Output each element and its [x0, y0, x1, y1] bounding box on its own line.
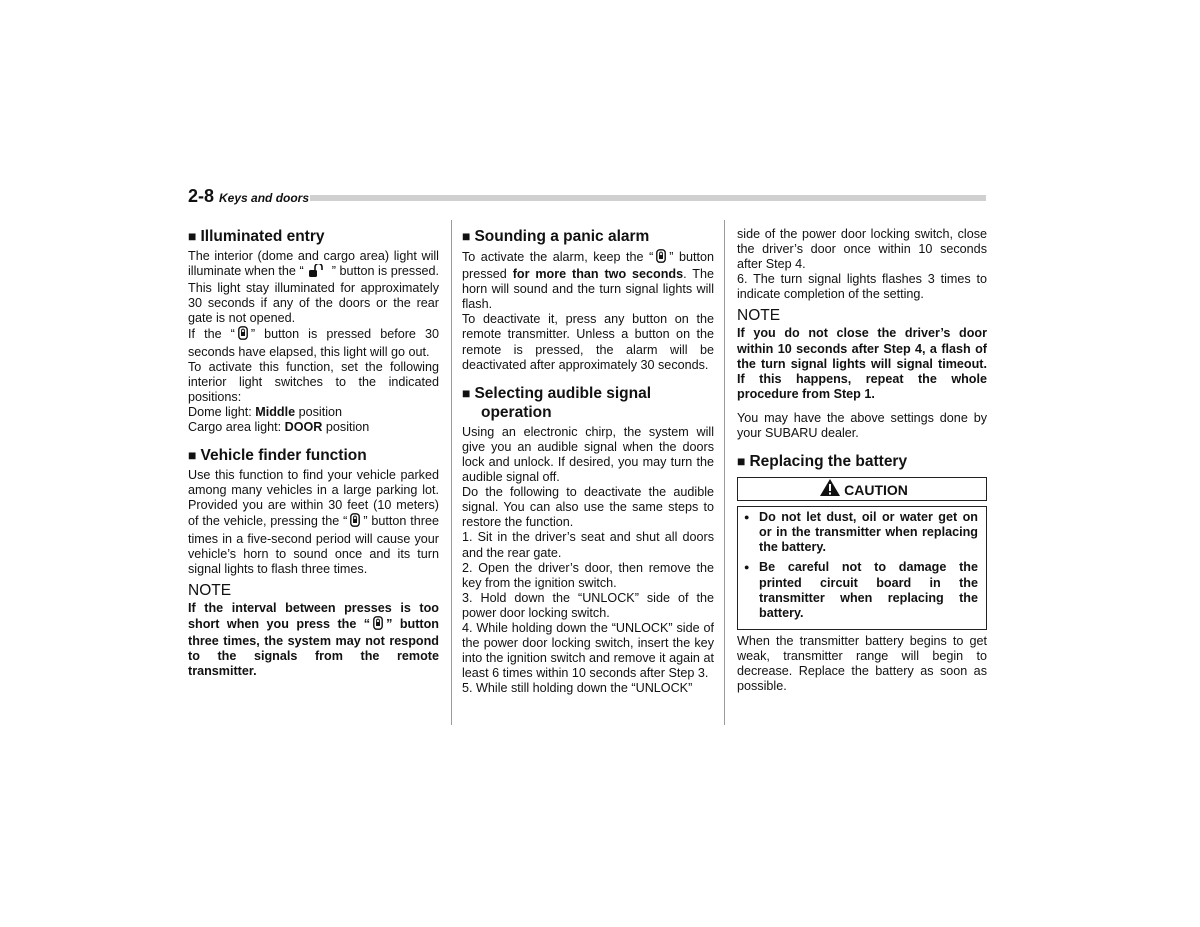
section-title: Keys and doors [219, 191, 310, 205]
paragraph: To deactivate it, press any button on the remote transmitter. Unless a button on the remote is pressed, the alarm will be deactivated after approximately 30 seconds. [462, 312, 714, 372]
column-divider [724, 220, 725, 725]
note-title: NOTE [188, 581, 232, 599]
step-item: 6. The turn signal lights flashes 3 times to indicate completion of the setting. [737, 272, 987, 302]
column-3 [737, 227, 987, 694]
column-2 [462, 227, 714, 696]
panic-button-icon [238, 326, 248, 344]
paragraph: To activate this function, set the following interior light switches to the indicated positions: [188, 359, 439, 404]
paragraph: Do the following to deactivate the audible signal. You can also use the same steps to restore the function. [462, 485, 714, 530]
cargo-light-setting: Cargo area light: DOOR position [188, 420, 370, 435]
page-number: 2-8 [188, 186, 215, 206]
column-divider [451, 220, 452, 725]
step-item: 3. Hold down the “UNLOCK” side of the power door locking switch. [462, 590, 714, 620]
page-header [188, 186, 988, 210]
caution-box [737, 506, 987, 630]
paragraph: If the “ ” button is pressed before 30 seconds have elapsed, this light will go out. [188, 327, 439, 359]
note-text: If you do not close the driver’s door within 10 seconds after Step 4, a flash of the turn signal lights will signal timeout. If this happens, repeat the whole procedure from Step 1. [737, 326, 987, 401]
paragraph: When the transmitter battery begins to get weak, transmitter range will begin to decrease. Replace the battery as soon as possible. [737, 633, 987, 694]
dome-light-setting: Dome light: Middle position [188, 404, 343, 419]
paragraph: You may have the above settings done by your SUBARU dealer. [737, 410, 987, 441]
step-item: 2. Open the driver’s door, then remove the key from the ignition switch. [462, 560, 714, 590]
heading-vehicle-finder: ■ Vehicle finder function [188, 447, 367, 465]
paragraph: Using an electronic chirp, the system will give you an audible signal when the doors lock and unlock. If desired, you may turn the audible signal off. [462, 424, 714, 485]
column-1 [188, 227, 439, 679]
warning-triangle-icon [819, 478, 841, 503]
unlock-icon [307, 264, 329, 281]
panic-button-icon [656, 249, 666, 267]
panic-button-icon [350, 513, 360, 531]
paragraph: The interior (dome and cargo area) light will illuminate when the “ ” button is pressed. This light stay illuminated for approximately 30 seconds if any of the doors or the rear gate is not opened. [188, 249, 439, 326]
heading-replacing-battery: ■ Replacing the battery [737, 453, 908, 471]
step-item: side of the power door locking switch, close the driver’s door once within 10 seconds after Step 4. [737, 227, 987, 272]
paragraph: To activate the alarm, keep the “ ” button pressed for more than two seconds. The horn will sound and the turn signal lights will flash. [462, 250, 714, 312]
caution-header: CAUTION [737, 477, 987, 501]
note-title: NOTE [737, 307, 781, 325]
caution-item: ● Be careful not to damage the printed circuit board in the transmitter when replacing the battery. [744, 560, 978, 620]
heading-panic-alarm: ■ Sounding a panic alarm [462, 228, 650, 245]
step-item: 4. While holding down the “UNLOCK” side of the power door locking switch, insert the key into the ignition switch and remove it again at least 6 times within 10 seconds after Step 3. [462, 620, 714, 681]
step-item: 1. Sit in the driver’s seat and shut all doors and the rear gate. [462, 530, 714, 560]
caution-item: ● Do not let dust, oil or water get on or in the transmitter when replacing the battery. [744, 510, 978, 555]
heading-audible-signal: ■ Selecting audible signal operation [462, 384, 652, 421]
step-item: 5. While still holding down the “UNLOCK” [462, 681, 693, 696]
heading-illuminated-entry: ■ Illuminated entry [188, 228, 325, 245]
header-rule [310, 195, 986, 201]
panic-button-icon [373, 616, 383, 634]
note-text: If the interval between presses is too short when you press the “ ” button three times, the system may not respond to the signals from the remote transmitter. [188, 600, 439, 679]
paragraph: Use this function to find your vehicle parked among many vehicles in a large parking lot. Provided you are within 30 feet (10 meters) of the vehicle, pressing the “ ” button three times in a five-second period will cause your vehicle’s horn to sound once and its turn signal lights to flash three times. [188, 468, 439, 576]
